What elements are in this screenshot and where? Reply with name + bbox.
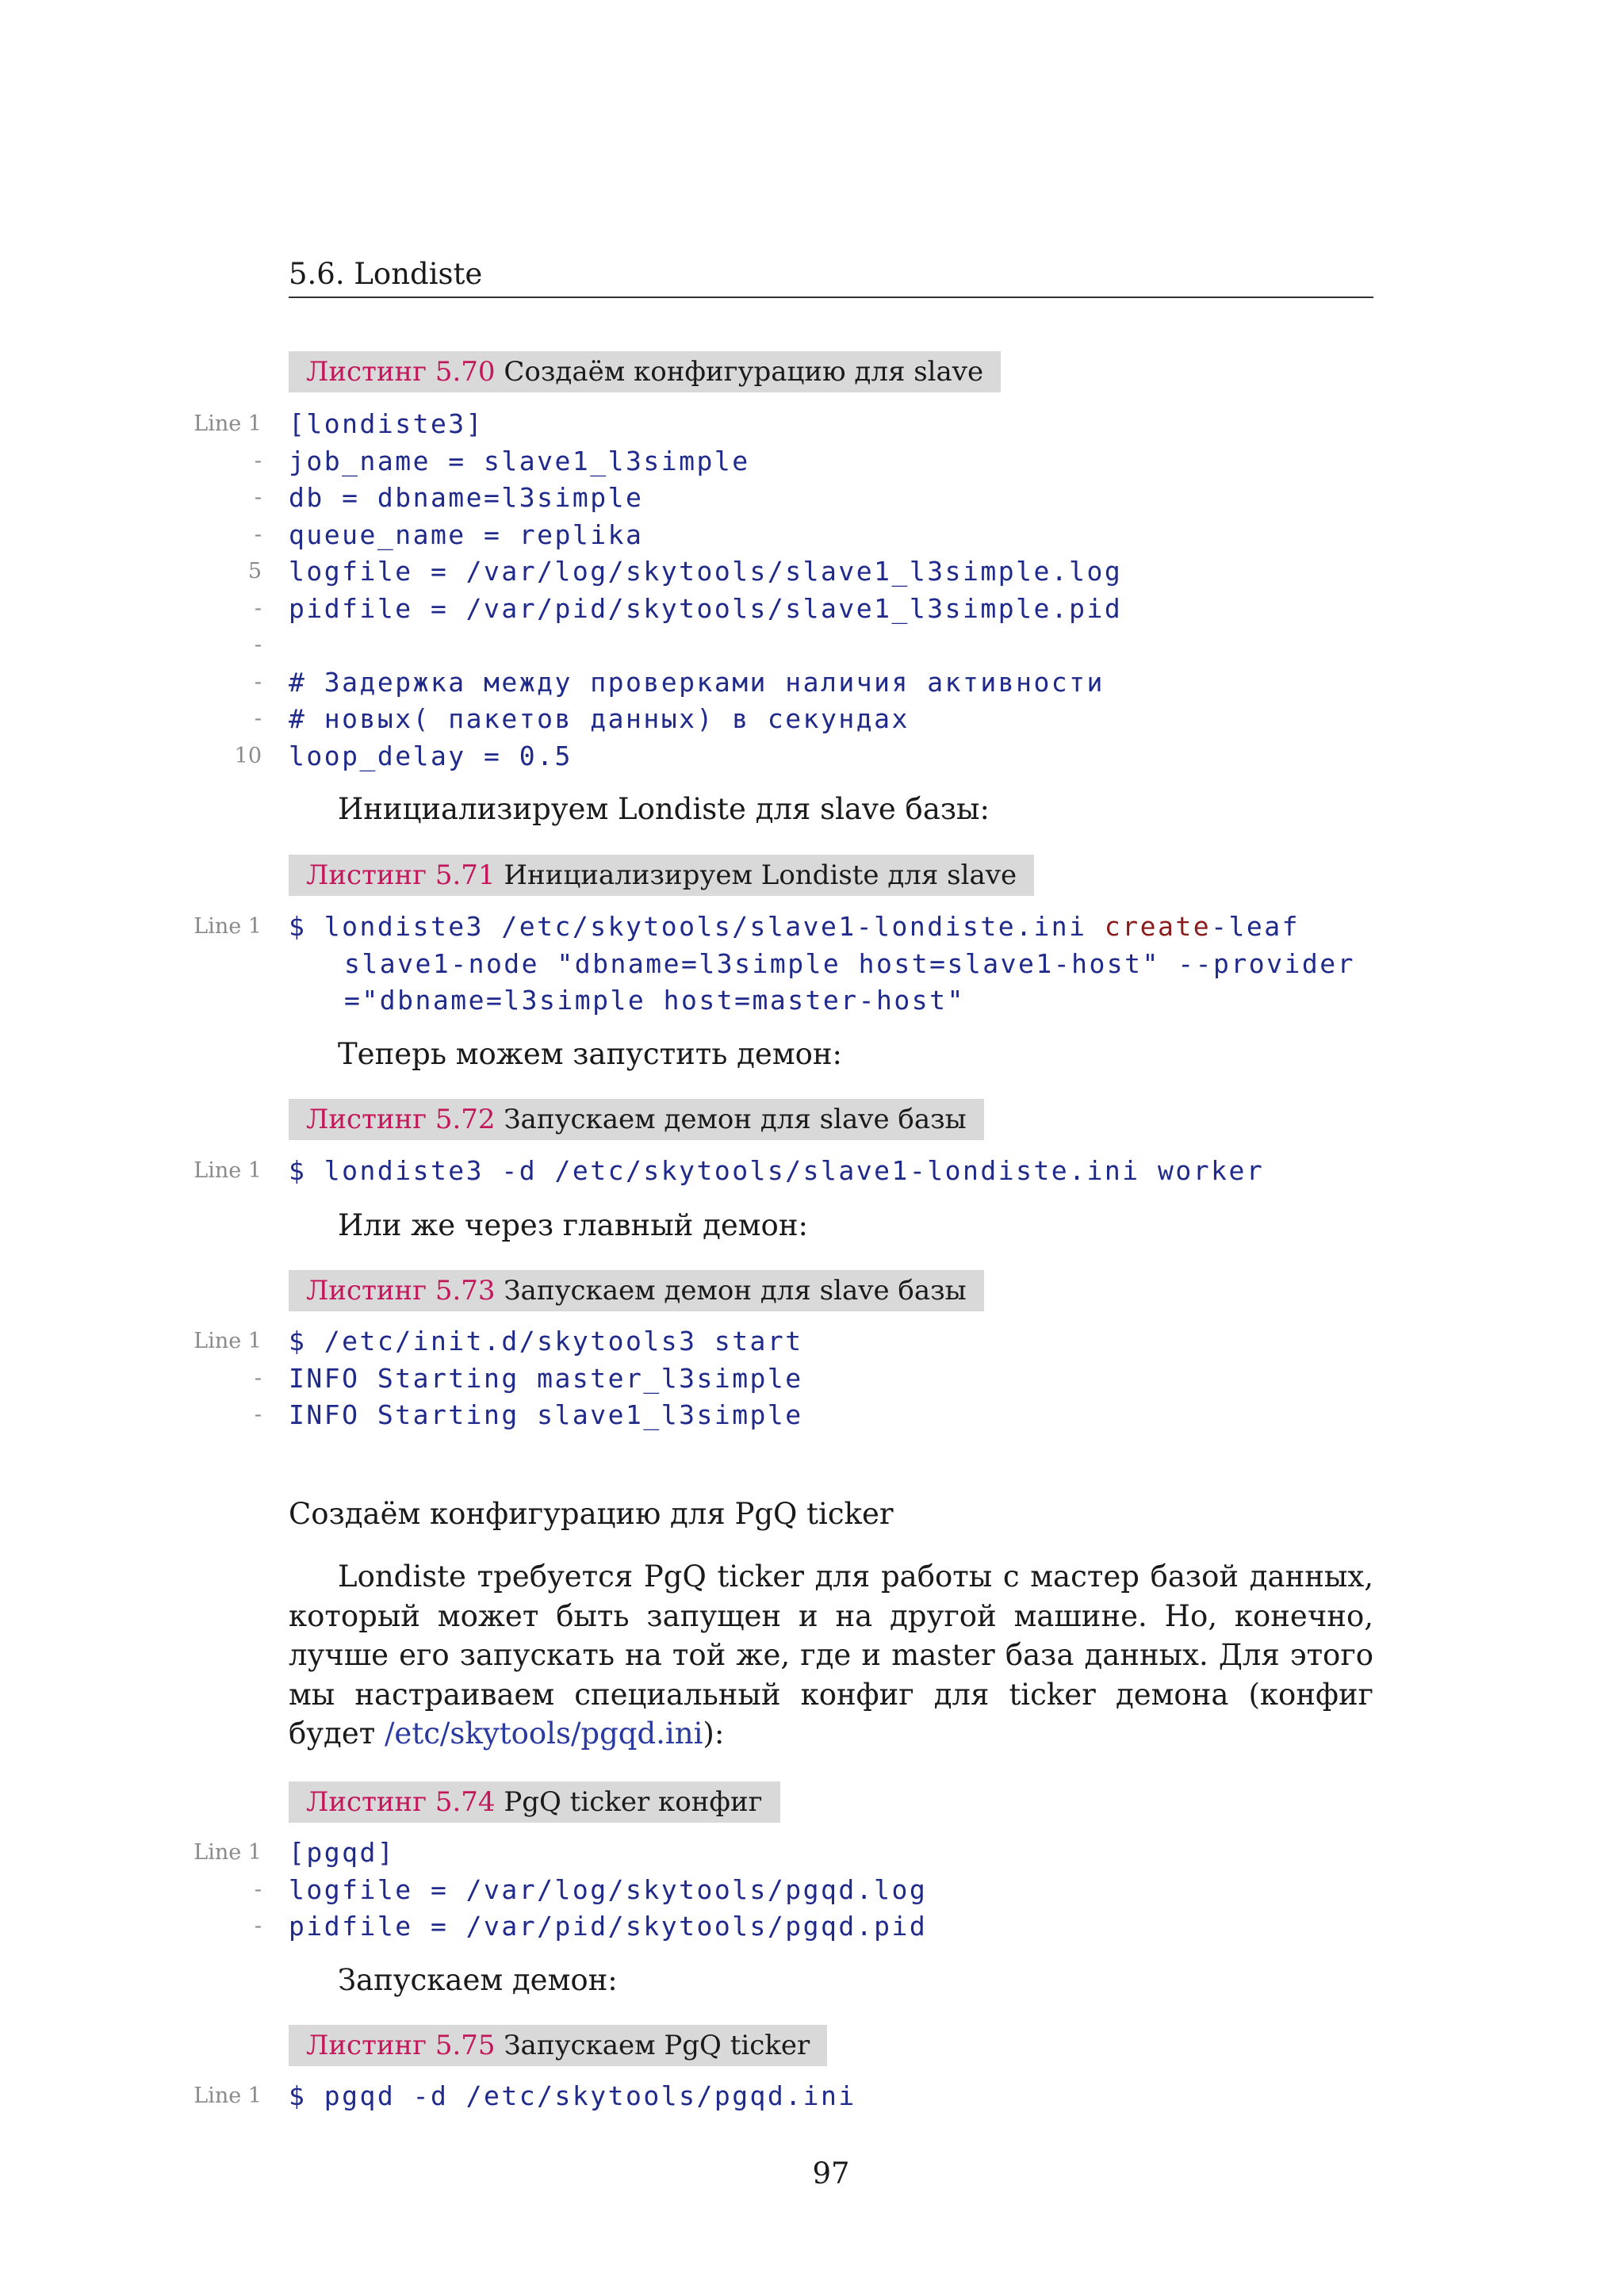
listing-title: Запускаем демон для slave базы [504, 1104, 967, 1135]
listing-title: Запускаем демон для slave базы [504, 1275, 967, 1307]
code-text: pidfile = /var/pid/skytools/pgqd.pid [289, 1911, 928, 1942]
code-text: $ londiste3 /etc/skytools/slave1-londiste.ini create-leaf [289, 911, 1300, 942]
code-text: slave1-node "dbname=l3simple host=slave1-host" --provider [344, 947, 1355, 979]
code-line [0, 946, 1624, 983]
listing-label: Листинг 5.72 [306, 1104, 496, 1135]
code-text: logfile = /var/log/skytools/slave1_l3simple.log [289, 556, 1123, 587]
line-number: - [254, 448, 262, 473]
listing-label: Листинг 5.70 [306, 356, 496, 388]
listing-caption-5-70 [289, 351, 1001, 392]
line-number: - [254, 706, 262, 731]
code-line [0, 1360, 1624, 1398]
line-number: - [254, 485, 262, 510]
keyword: create [1104, 911, 1212, 942]
line-number: - [254, 1877, 262, 1902]
code-line [0, 517, 1624, 554]
section-heading: Создаём конфигурацию для PgQ ticker [289, 1497, 894, 1531]
line-number: Line 1 [193, 1329, 262, 1353]
code-line [0, 443, 1624, 480]
code-line [0, 406, 1624, 443]
paragraph: Теперь можем запустить демон: [338, 1037, 843, 1071]
code-text: [londiste3] [289, 408, 485, 439]
line-number: Line 1 [193, 2084, 262, 2108]
page-number: 97 [812, 2156, 850, 2191]
line-number: - [254, 595, 262, 621]
paragraph: Инициализируем Londiste для slave базы: [338, 792, 990, 826]
code-line [0, 738, 1624, 775]
listing-caption-5-71 [289, 855, 1034, 896]
code-line [0, 591, 1624, 628]
path-link[interactable]: /etc/skytools/pgqd.ini [384, 1716, 703, 1751]
code-line [0, 909, 1624, 946]
line-number: - [254, 522, 262, 547]
listing-title: PgQ ticker конфиг [504, 1786, 763, 1818]
listing-caption-5-74 [289, 1781, 780, 1823]
code-text: INFO Starting slave1_l3simple [289, 1399, 803, 1430]
listing-caption-5-75 [289, 2025, 827, 2066]
code-block-5-73 [0, 1323, 1624, 1434]
code-line [0, 1835, 1624, 1872]
listing-title: Инициализируем Londiste для slave [504, 859, 1017, 891]
code-text: $ /etc/init.d/skytools3 start [289, 1326, 803, 1357]
code-line [0, 1323, 1624, 1360]
line-number: Line 1 [193, 914, 262, 939]
listing-title: Создаём конфигурацию для slave [504, 356, 984, 388]
code-line [0, 1872, 1624, 1909]
code-text: INFO Starting master_l3simple [289, 1362, 803, 1394]
listing-label: Листинг 5.74 [306, 1786, 496, 1818]
listing-label: Листинг 5.75 [306, 2030, 496, 2061]
listing-label: Листинг 5.71 [306, 859, 496, 891]
line-number: 10 [234, 743, 262, 768]
line-number: - [254, 1402, 262, 1427]
line-number: - [254, 633, 262, 657]
line-number: - [254, 1914, 262, 1938]
listing-caption-5-73 [289, 1270, 984, 1311]
code-block-5-74 [0, 1835, 1624, 1946]
line-number: 5 [247, 559, 262, 584]
code-line [0, 2078, 1624, 2115]
code-text: queue_name = replika [289, 519, 644, 550]
code-line [0, 664, 1624, 702]
code-text: # новых( пакетов данных) в секундах [289, 703, 910, 734]
code-text: ="dbname=l3simple host=master-host" [344, 985, 965, 1016]
code-line [0, 1153, 1624, 1190]
line-number: - [254, 669, 262, 695]
code-block-5-71 [0, 909, 1624, 1020]
line-number: Line 1 [193, 1840, 262, 1865]
paragraph: Londiste требуется PgQ ticker для работы с мастер базой данных, который может быть запущен и на другой машине. Но, конечно, лучше его запускать на той же, где и master база данных. Для этого мы настраиваем специальный конфиг для ticker демона (конфиг будет /etc/skytools/pgqd.ini): [289, 1559, 1373, 1751]
paragraph: Запускаем демон: [338, 1963, 618, 1997]
code-line [0, 982, 1624, 1020]
code-text: [pgqd] [289, 1837, 396, 1868]
code-text: job_name = slave1_l3simple [289, 445, 750, 476]
code-line [0, 480, 1624, 517]
code-block-5-70 [0, 406, 1624, 775]
code-text: $ londiste3 -d /etc/skytools/slave1-londiste.ini worker [289, 1155, 1265, 1186]
code-block-5-75 [0, 2078, 1624, 2115]
running-header [289, 252, 1373, 298]
code-line [0, 701, 1624, 738]
code-block-5-72 [0, 1153, 1624, 1190]
listing-label: Листинг 5.73 [306, 1275, 496, 1307]
code-line [0, 553, 1624, 591]
code-text: pidfile = /var/pid/skytools/slave1_l3simple.pid [289, 592, 1123, 624]
section-title: 5.6. Londiste [289, 257, 483, 291]
line-number: Line 1 [193, 1158, 262, 1183]
code-text: # Задержка между проверками наличия активности [289, 666, 1105, 698]
code-text: db = dbname=l3simple [289, 482, 644, 513]
line-number: - [254, 1365, 262, 1391]
code-line [0, 1908, 1624, 1946]
paragraph: Или же через главный демон: [338, 1208, 808, 1242]
listing-caption-5-72 [289, 1099, 984, 1140]
code-text: loop_delay = 0.5 [289, 740, 573, 771]
code-line [0, 1397, 1624, 1434]
code-line [0, 627, 1624, 664]
code-text: logfile = /var/log/skytools/pgqd.log [289, 1873, 928, 1905]
code-text: $ pgqd -d /etc/skytools/pgqd.ini [289, 2080, 856, 2111]
line-number: Line 1 [193, 411, 262, 436]
listing-title: Запускаем PgQ ticker [504, 2030, 810, 2061]
